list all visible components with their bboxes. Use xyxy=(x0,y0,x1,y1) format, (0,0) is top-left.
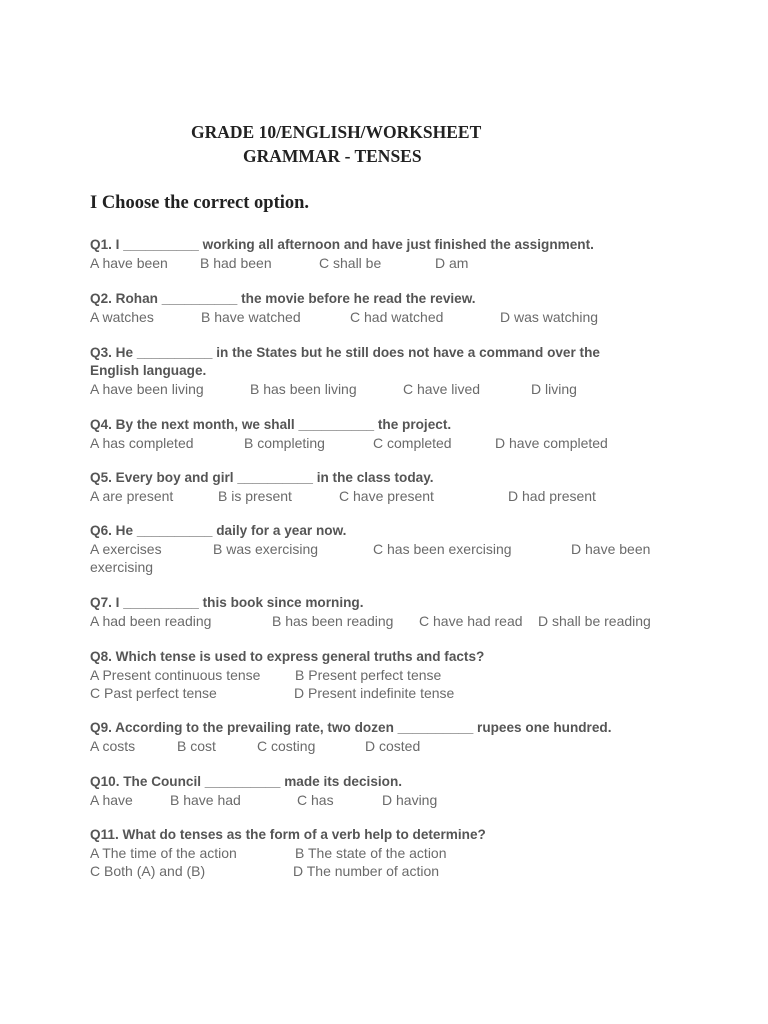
option-d: D have completed xyxy=(495,435,608,451)
question-4 xyxy=(90,416,730,452)
option-d: D am xyxy=(435,255,469,271)
question-2 xyxy=(90,290,730,326)
option-b: B has been living xyxy=(250,381,357,397)
option-a: A have been xyxy=(90,255,168,271)
option-b: B cost xyxy=(177,738,216,754)
option-b: B have watched xyxy=(201,309,301,325)
option-c: C have present xyxy=(339,488,434,504)
option-c: C shall be xyxy=(319,255,382,271)
question-text: Q10. The Council __________ made its decision. xyxy=(90,774,403,789)
question-text: Q6. He __________ daily for a year now. xyxy=(90,523,347,538)
question-1 xyxy=(90,236,730,272)
question-text: Q8. Which tense is used to express general truths and facts? xyxy=(90,649,485,664)
options-row xyxy=(90,308,730,326)
question-10 xyxy=(90,773,730,809)
option-d: D shall be reading xyxy=(538,613,651,629)
option-a: A has completed xyxy=(90,435,194,451)
options-row xyxy=(90,612,730,630)
options-row xyxy=(90,380,730,398)
option-d: D was watching xyxy=(500,309,599,325)
option-b: B completing xyxy=(244,435,325,451)
option-b: B The state of the action xyxy=(295,845,447,861)
option-d: D had present xyxy=(508,488,596,504)
question-text-continued: English language. xyxy=(90,363,207,378)
question-11 xyxy=(90,826,730,880)
question-text: Q4. By the next month, we shall __________ the project. xyxy=(90,417,452,432)
question-7 xyxy=(90,594,730,630)
option-c: C Past perfect tense xyxy=(90,685,217,701)
option-a: A have been living xyxy=(90,381,204,397)
option-a: A have xyxy=(90,792,133,808)
question-8 xyxy=(90,648,730,702)
question-text: Q9. According to the prevailing rate, two dozen __________ rupees one hundred. xyxy=(90,720,612,735)
option-d: D having xyxy=(382,792,438,808)
options-row xyxy=(90,684,730,702)
option-d: D costed xyxy=(365,738,421,754)
option-c: C have had read xyxy=(419,613,523,629)
option-d-continued: exercising xyxy=(90,559,154,575)
question-6 xyxy=(90,522,730,576)
options-row xyxy=(90,844,730,862)
option-d: D The number of action xyxy=(293,863,440,879)
option-c: C has been exercising xyxy=(373,541,512,557)
question-text: Q7. I __________ this book since morning. xyxy=(90,595,364,610)
options-row xyxy=(90,737,730,755)
option-c: C have lived xyxy=(403,381,481,397)
option-a: A Present continuous tense xyxy=(90,667,261,683)
question-5 xyxy=(90,469,730,505)
option-a: A costs xyxy=(90,738,136,754)
option-a: A are present xyxy=(90,488,174,504)
worksheet-subtitle: GRAMMAR - TENSES xyxy=(243,146,422,166)
question-text: Q2. Rohan __________ the movie before he read the review. xyxy=(90,291,476,306)
options-row xyxy=(90,540,730,558)
question-3 xyxy=(90,344,730,398)
worksheet-title: GRADE 10/ENGLISH/WORKSHEET xyxy=(191,122,482,142)
options-row xyxy=(90,666,730,684)
options-row xyxy=(90,434,730,452)
option-b: B have had xyxy=(170,792,241,808)
question-9 xyxy=(90,719,730,755)
option-b: B had been xyxy=(200,255,272,271)
option-b: B Present perfect tense xyxy=(295,667,442,683)
option-b: B is present xyxy=(218,488,292,504)
option-b: B was exercising xyxy=(213,541,319,557)
option-c: C completed xyxy=(373,435,452,451)
option-b: B has been reading xyxy=(272,613,394,629)
question-text: Q5. Every boy and girl __________ in the class today. xyxy=(90,470,434,485)
question-text: Q1. I __________ working all afternoon and have just finished the assignment. xyxy=(90,237,594,252)
option-c: C Both (A) and (B) xyxy=(90,863,206,879)
options-row xyxy=(90,487,730,505)
option-d: D Present indefinite tense xyxy=(294,685,455,701)
option-a: A had been reading xyxy=(90,613,212,629)
option-c: C has xyxy=(297,792,334,808)
option-c: C had watched xyxy=(350,309,444,325)
option-d: D have been xyxy=(571,541,651,557)
options-row-wrap xyxy=(90,558,730,576)
options-row xyxy=(90,254,730,272)
question-text: Q3. He __________ in the States but he still does not have a command over the xyxy=(90,345,600,360)
option-a: A watches xyxy=(90,309,154,325)
option-a: A The time of the action xyxy=(90,845,237,861)
section-heading: I Choose the correct option. xyxy=(90,193,310,213)
options-row xyxy=(90,862,730,880)
option-d: D living xyxy=(531,381,577,397)
question-text: Q11. What do tenses as the form of a verb help to determine? xyxy=(90,827,486,842)
options-row xyxy=(90,791,730,809)
option-c: C costing xyxy=(257,738,316,754)
option-a: A exercises xyxy=(90,541,162,557)
